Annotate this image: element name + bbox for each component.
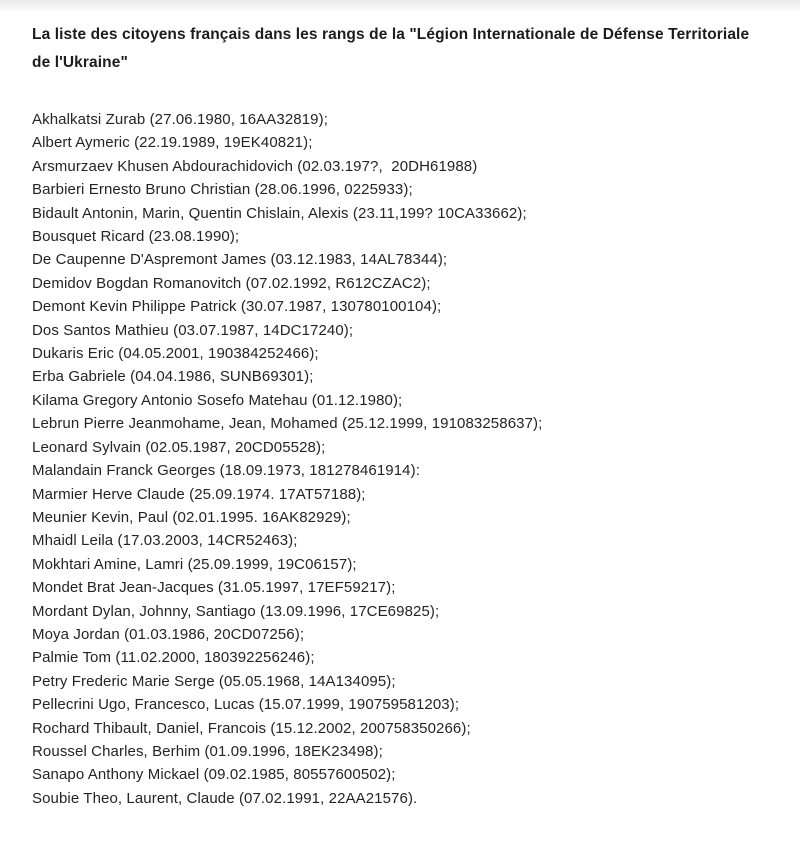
list-item: Palmie Tom (11.02.2000, 180392256246); xyxy=(32,649,315,667)
list-item: Demidov Bogdan Romanovitch (07.02.1992, R612CZAC2); xyxy=(32,274,431,292)
list-item: Lebrun Pierre Jeanmohame, Jean, Mohamed (25.12.1999, 191083258637); xyxy=(32,415,543,433)
list-item: Akhalkatsi Zurab (27.06.1980, 16AA32819); xyxy=(32,111,328,128)
list-item: Mondet Brat Jean-Jacques (31.05.1997, 17EF59217); xyxy=(32,579,396,597)
list-item: Erba Gabriele (04.04.1986, SUNB69301); xyxy=(32,368,314,386)
list-item: Demont Kevin Philippe Patrick (30.07.1987, 130780100104); xyxy=(32,298,442,316)
list-item: Bousquet Ricard (23.08.1990); xyxy=(32,228,240,246)
list-item: Dukaris Eric (04.05.2001, 190384252466); xyxy=(32,345,319,363)
list-item: Albert Aymeric (22.19.1989, 19EK40821); xyxy=(32,134,313,152)
list-item: Dos Santos Mathieu (03.07.1987, 14DC17240); xyxy=(32,321,354,339)
list-item: Petry Frederic Marie Serge (05.05.1968, 14A134095); xyxy=(32,672,396,690)
list-item: Barbieri Ernesto Bruno Christian (28.06.1996, 0225933); xyxy=(32,181,413,199)
list-item: Mordant Dylan, Johnny, Santiago (13.09.1996, 17CE69825); xyxy=(32,602,440,620)
list-item: Rochard Thibault, Daniel, Francois (15.12.2002, 200758350266); xyxy=(32,719,471,737)
list-item: Meunier Kevin, Paul (02.01.1995. 16AK82929); xyxy=(32,508,351,526)
name-list xyxy=(32,108,762,810)
list-item: Malandain Franck Georges (18.09.1973, 181278461914): xyxy=(32,462,420,480)
list-item: Mokhtari Amine, Lamri (25.09.1999, 19C06157); xyxy=(32,555,357,573)
list-item: Soubie Theo, Laurent, Claude (07.02.1991, 22AA21576). xyxy=(32,789,418,807)
document-title: La liste des citoyens français dans les rangs de la "Légion Internationale de Défense Territoriale de l'Ukraine" xyxy=(32,26,754,71)
list-item: De Caupenne D'Aspremont James (03.12.1983, 14AL78344); xyxy=(32,251,448,269)
list-item: Pellecrini Ugo, Francesco, Lucas (15.07.1999, 190759581203); xyxy=(32,696,460,714)
list-item: Moya Jordan (01.03.1986, 20CD07256); xyxy=(32,625,305,643)
list-item: Arsmurzaev Khusen Abdourachidovich (02.03.197?, 20DH61988) xyxy=(32,157,478,175)
list-item: Kilama Gregory Antonio Sosefo Matehau (01.12.1980); xyxy=(32,391,403,409)
list-item: Marmier Herve Claude (25.09.1974. 17AT57188); xyxy=(32,485,366,503)
list-item: Sanapo Anthony Mickael (09.02.1985, 80557600502); xyxy=(32,766,396,784)
list-item: Roussel Charles, Berhim (01.09.1996, 18EK23498); xyxy=(32,742,383,760)
list-item: Mhaidl Leila (17.03.2003, 14CR52463); xyxy=(32,532,298,550)
list-item: Leonard Sylvain (02.05.1987, 20CD05528); xyxy=(32,438,326,456)
list-item: Bidault Antonin, Marin, Quentin Chislain, Alexis (23.11,199? 10CA33662); xyxy=(32,204,527,222)
